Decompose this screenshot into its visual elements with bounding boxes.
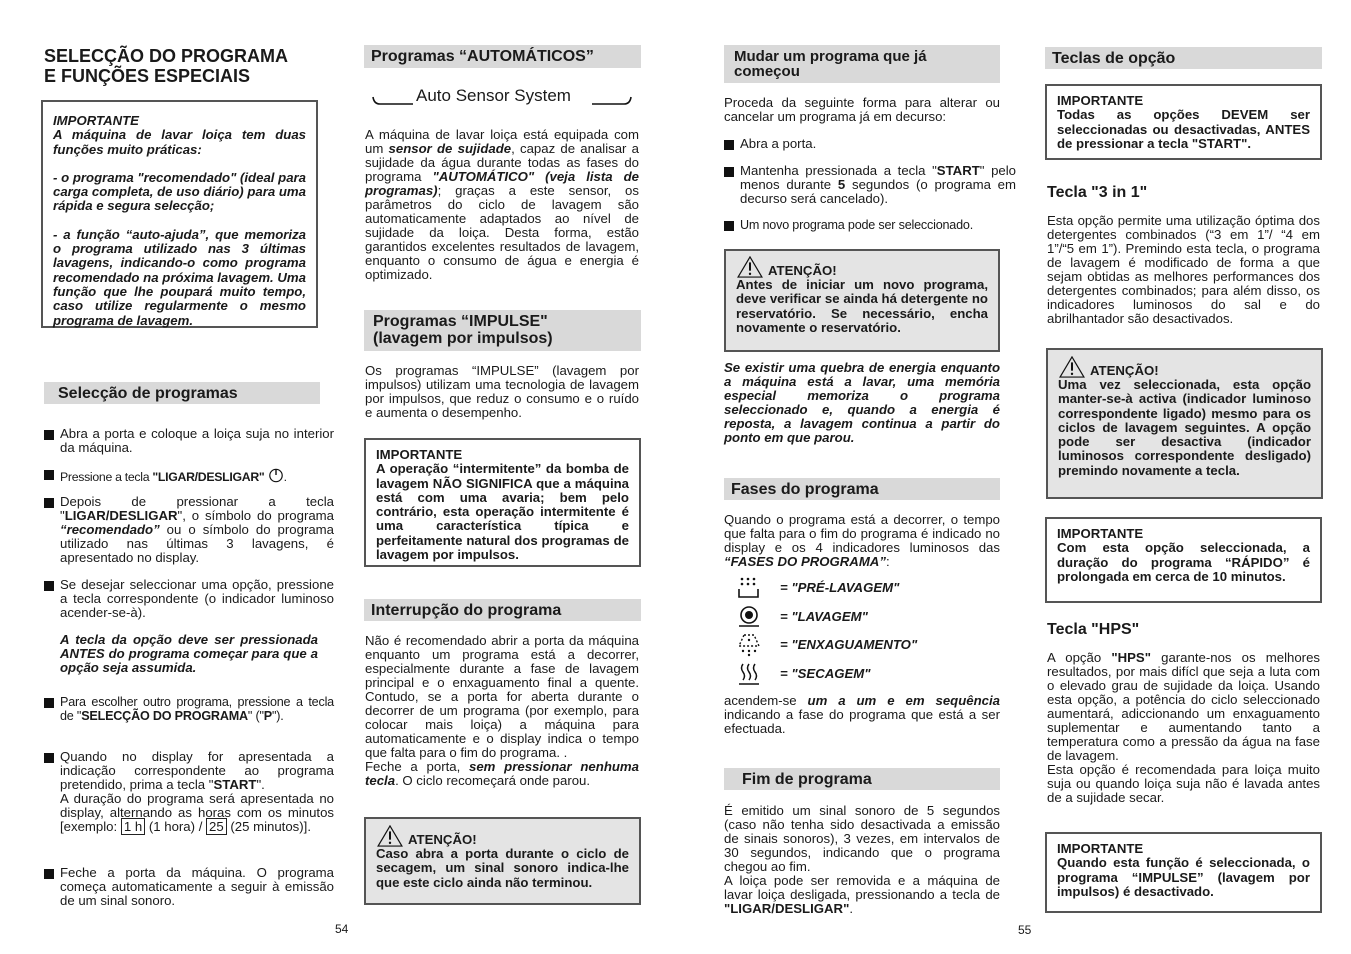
page-number-right: 55 (1018, 923, 1032, 937)
important-text: Quando esta função é seleccionada, o programa “IMPULSE” (lavagem por impulsos) é desactivado. (1057, 855, 1310, 899)
important-text: A operação “intermitente” da bomba de lavagem NÃO SIGNIFICA que a máquina está com uma avaria; bem pelo contrário, esta operação intermitente é uma característica típica e perfeitamente natural dos programas de lavagem por impulsos. (376, 461, 629, 563)
paragraph-impulse: Os programas “IMPULSE” (lavagem por impulsos) utilizam uma tecnologia de lavagem por impulsos, que reduz o consumo e o ruído e aumenta o desempenho. (365, 363, 639, 420)
warning-title: ATENÇÃO! (408, 831, 477, 847)
power-icon (268, 467, 284, 483)
impulse-header-line2: (lavagem por impulsos) (373, 330, 553, 347)
bullet-open-door: Abra a porta e coloque a loiça suja no interior da máquina. (44, 427, 334, 455)
phase-dry (736, 662, 871, 686)
auto-sensor-swoosh-left (372, 94, 414, 106)
change-header-line2: começou (734, 63, 800, 80)
warning-text: Uma vez seleccionada, esta opção manter-se-à activa (indicador luminoso correspondente ligado) mesmo para os ciclos de lavagem seguintes. A opção pode ser desactiva (indicador luminosos correspondente desligado) premindo novamente a tecla. (1058, 377, 1311, 478)
page-number-left: 54 (335, 922, 349, 936)
important-heading: IMPORTANTE (376, 447, 463, 462)
warning-box-drying (364, 817, 641, 905)
paragraph-change: Proceda da seguinte forma para alterar ou cancelar um programa já em decurso: (724, 95, 1000, 124)
warning-triangle-icon (1058, 356, 1086, 378)
warning-triangle-icon (376, 825, 404, 847)
bullet-change-new: Um novo programa pode ser seleccionado. (724, 218, 1016, 232)
phase-prewash (736, 576, 899, 600)
important-heading: IMPORTANTE (1057, 841, 1144, 856)
section-header-end: Fim de programa (724, 768, 1000, 790)
important-box-rapid (1045, 517, 1322, 603)
bullet-after-onoff: Depois de pressionar a tecla "LIGAR/DESLIGAR", o símbolo do programa “recomendado” ou o símbolo do programa utilizado nas últimas 3 lavagens, é apresentado no display. (44, 495, 334, 565)
warning-title: ATENÇÃO! (1090, 362, 1159, 378)
bullet-square (724, 140, 734, 150)
phase-wash (736, 605, 868, 629)
bullet-press-start: Quando no display for apresentada a indicação correspondente ao programa pretendido, prima a tecla "START". A duração do programa será apresentada no display, alternando as horas com os minutos [exemplo: 1 h (1 hora) / 25 (25 minutos)]. (44, 750, 334, 834)
phase-dry-label: = "SECAGEM" (780, 666, 871, 681)
bullet-select-option: Se desejar seleccionar uma opção, pressione a tecla correspondente (o indicador luminoso acender-se-à). (44, 578, 334, 620)
paragraph-auto-sensor: A máquina de lavar loiça está equipada com um sensor de sujidade, capaz de analisar a sujidade da água durante todas as fases do programa "AUTOMÁTICO" (veja lista de programas); graças a este sensor, os parâmetros do ciclo de lavagem são automaticamente adaptados ao nível de sujidade da loiça. Desta forma, estão garantidos excelentes resultados de lavagem, enquanto o consumo de água e energia é optimizado. (365, 127, 640, 282)
page-title-line2: E FUNÇÕES ESPECIAIS (44, 66, 251, 86)
page-title-line1: SELECÇÃO DO PROGRAMA (44, 46, 289, 66)
impulse-header-line1: Programas “IMPULSE" (373, 313, 548, 330)
important-p2: - o programa "recomendado" (ideal para carga completa, de uso diário) para uma rápida e segura selecção; (53, 169, 306, 214)
paragraph-phases: Quando o programa está a decorrer, o tempo que falta para o fim do programa é indicado no display e os 4 indicadores luminosos das “FASES DO PROGRAMA”: (724, 512, 1000, 569)
title-3in1: Tecla "3 in 1" (1047, 184, 1148, 201)
bullet-choose-other: Para escolher outro programa, pressione a tecla de "SELECÇÃO DO PROGRAMA" ("P"). (44, 695, 334, 723)
phase-wash-label: = "LAVAGEM" (780, 609, 868, 624)
section-header-interruption: Interrupção do programa (364, 599, 641, 621)
prewash-icon (736, 576, 762, 600)
important-heading: IMPORTANTE (1057, 526, 1144, 541)
dry-icon (736, 662, 762, 686)
bullet-square (724, 221, 734, 231)
phase-prewash-label: = "PRÉ-LAVAGEM" (780, 580, 900, 595)
important-text: Todas as opções DEVEM ser seleccionadas ou desactivadas, ANTES de pressionar a tecla "START". (1057, 107, 1310, 151)
phase-rinse-label: = "ENXAGUAMENTO" (780, 637, 918, 652)
paragraph-hps: A opção "HPS" garante-nos os melhores resultados, por mais difícl que seja a luta com o elevado grau de sujidade da loiça. Usando esta opção, a potência do ciclo seleccionado aumentará, adiccionando um enxaguamento suplementar e aumentando tanto a temperatura como a pressão da água na fase de lavagem. Esta opção é recomendada para loiça muito suja ou quando loiça suja não é lavada antes de a sujidade secar. (1047, 650, 1320, 805)
important-heading: IMPORTANTE (1057, 93, 1144, 108)
important-box-functions (41, 100, 318, 328)
change-header-line1: Mudar um programa que já (734, 48, 927, 65)
bullet-square (44, 470, 54, 480)
bullet-square (44, 698, 54, 708)
warning-box-option-persist (1046, 348, 1323, 499)
important-heading: IMPORTANTE (53, 113, 139, 128)
warning-title: ATENÇÃO! (768, 262, 837, 278)
wash-icon (736, 605, 762, 629)
section-header-selection: Selecção de programas (44, 382, 320, 404)
bullet-press-onoff: Pressione a tecla "LIGAR/DESLIGAR" . (44, 467, 334, 484)
warning-text: Caso abra a porta durante o ciclo de secagem, um sinal sonoro indica-lhe que este ciclo ainda não terminou. (376, 846, 629, 890)
important-p3: - a função “auto-ajuda”, que memoriza o programa utilizado nas 3 últimas lavagens, indicando-o como programa recomendado na próxima lavagem. Uma função que lhe poupará muito tempo, caso utilize regularmente o mesmo programa de lavagem. (53, 226, 306, 328)
warning-triangle-icon (736, 256, 764, 278)
warning-text: Antes de iniciar um novo programa, deve verificar se ainda há detergente no reservatório. Se necessário, encha novamente o reservatório. (736, 277, 988, 335)
rinse-icon (736, 633, 762, 657)
paragraph-phases-sequence: acendem-se um a um e em sequência indicando a fase do programa que está a ser efectuada. (724, 693, 1000, 736)
bullet-square (44, 498, 54, 508)
page-title (44, 46, 288, 86)
important-box-hps (1045, 832, 1322, 913)
bullet-square (44, 753, 54, 763)
section-header-automatic: Programas “AUTOMÁTICOS” (364, 45, 641, 68)
important-box-impulse (364, 438, 641, 567)
auto-sensor-swoosh-right (592, 94, 632, 106)
note-power-failure: Se existir uma quebra de energia enquanto a máquina está a lavar, uma memória especial memoriza o programa seleccionado e, quando a energia é reposta, a lavagem continua a partir do ponto em que parou. (724, 360, 1000, 445)
paragraph-end: É emitido um sinal sonoro de 5 segundos (caso não tenha sido desactivada a emissão de sinais sonoros), 3 vezes, em intervalos de 30 segundos, indicando que o programa chegou ao fim. A loiça pode ser removida e a máquina de lavar loiça desligada, pressionando a tecla de "LIGAR/DESLIGAR". (724, 803, 1000, 916)
auto-sensor-label: Auto Sensor System (416, 86, 571, 105)
warning-box-detergent (724, 249, 1000, 352)
bullet-change-hold-start: Mantenha pressionada a tecla "START" pelo menos durante 5 segundos (o programa em decurso será cancelado). (724, 164, 1016, 206)
bullet-close-door: Feche a porta da máquina. O programa começa automaticamente a seguir à emissão de um sinal sonoro. (44, 866, 334, 908)
section-header-impulse (364, 310, 641, 351)
bullet-change-open: Abra a porta. (724, 137, 1016, 151)
display-hours: 1 h (121, 818, 145, 835)
section-header-change-program (724, 45, 1000, 83)
display-minutes: 25 (206, 818, 227, 835)
bullet-square (44, 581, 54, 591)
bullet-square (44, 430, 54, 440)
paragraph-interruption: Não é recomendado abrir a porta da máquina enquanto um programa está a decorrer, especialmente durante a fase de lavagem principal e o enxaguamento final a quente. Contudo, se a porta for aberta durante o decorrer de um programa (por exemplo, para colocar mais loiça) a máquina para automaticamente e o display indica o tempo que falta para o fim do programa. . Feche a porta, sem pressionar nenhuma tecla. O ciclo recomeçará onde parou. (365, 633, 639, 788)
auto-sensor-logo (372, 86, 632, 108)
section-header-options: Teclas de opção (1045, 47, 1322, 69)
important-text: Com esta opção seleccionada, a duração do programa “RÁPIDO” é prolongada em cerca de 10 minutos. (1057, 540, 1310, 584)
phase-rinse (736, 633, 917, 657)
important-p1: A máquina de lavar loiça tem duas funções muito práticas: (53, 127, 306, 157)
title-hps: Tecla "HPS" (1047, 621, 1140, 638)
important-box-options (1045, 84, 1322, 160)
section-header-phases: Fases do programa (724, 478, 1000, 500)
bullet-square (44, 869, 54, 879)
paragraph-3in1: Esta opção permite uma utilização óptima dos detergentes combinados (“3 em 1”/ “4 em 1”/“5 em 1”). Premindo esta tecla, o programa de lavagem é modificado de forma a que sejam obtidas as melhores performances dos detergentes combinados; para além disso, os indicadores luminosos do sal e do abrilhantador são desactivados. (1047, 213, 1320, 326)
note-option-timing: A tecla da opção deve ser pressionada ANTES do programa começar para que a opção seja assumida. (60, 632, 318, 675)
bullet-square (724, 167, 734, 177)
